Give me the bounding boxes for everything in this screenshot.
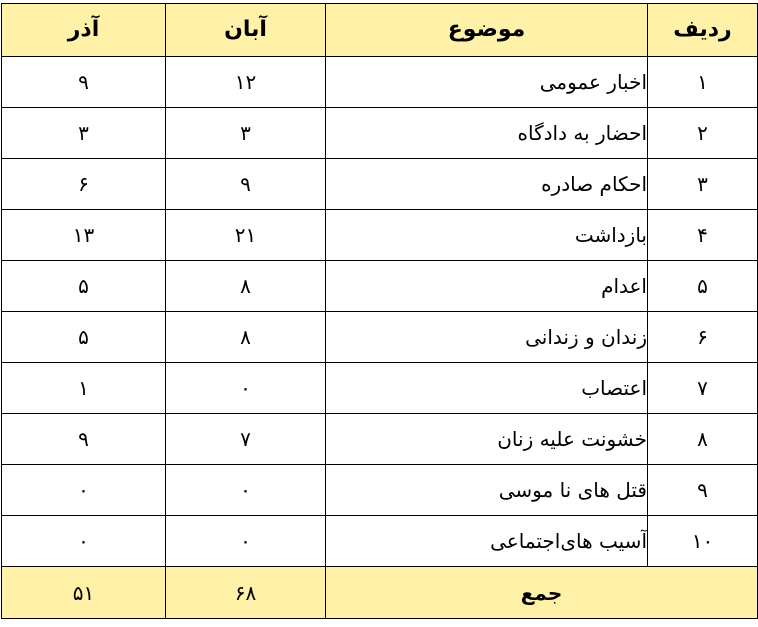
row-topic: اعدام (326, 261, 648, 312)
row-aban-value: ۷ (166, 414, 326, 465)
row-number: ۱ (648, 57, 758, 108)
table-row (2, 363, 758, 414)
header-azar: آذر (2, 4, 166, 57)
total-azar-value: ۵۱ (2, 567, 166, 619)
row-topic: بازداشت (326, 210, 648, 261)
row-aban-value: ۱۲ (166, 57, 326, 108)
total-aban-value: ۶۸ (166, 567, 326, 619)
row-azar-value: ۱۳ (2, 210, 166, 261)
row-azar-value: ۵ (2, 312, 166, 363)
row-topic: خشونت علیه زنان (326, 414, 648, 465)
row-number: ۷ (648, 363, 758, 414)
total-row (2, 567, 758, 619)
row-azar-value: ۵ (2, 261, 166, 312)
row-aban-value: ۸ (166, 261, 326, 312)
header-aban: آبان (166, 4, 326, 57)
row-azar-value: ۹ (2, 414, 166, 465)
row-number: ۶ (648, 312, 758, 363)
row-number: ۸ (648, 414, 758, 465)
header-topic: موضوع (326, 4, 648, 57)
row-azar-value: ۰ (2, 516, 166, 567)
row-number: ۵ (648, 261, 758, 312)
total-label: جمع (326, 567, 758, 619)
row-aban-value: ۲۱ (166, 210, 326, 261)
table-row (2, 261, 758, 312)
table-row (2, 108, 758, 159)
row-azar-value: ۰ (2, 465, 166, 516)
row-number: ۴ (648, 210, 758, 261)
row-aban-value: ۰ (166, 363, 326, 414)
row-topic: اعتصاب (326, 363, 648, 414)
statistics-table (1, 3, 758, 619)
row-number: ۱۰ (648, 516, 758, 567)
row-topic: قتل های نا موسی (326, 465, 648, 516)
row-topic: احضار به دادگاه (326, 108, 648, 159)
header-radif: ردیف (648, 4, 758, 57)
row-topic: احکام صادره (326, 159, 648, 210)
row-azar-value: ۶ (2, 159, 166, 210)
row-aban-value: ۰ (166, 465, 326, 516)
row-aban-value: ۰ (166, 516, 326, 567)
row-azar-value: ۹ (2, 57, 166, 108)
row-aban-value: ۳ (166, 108, 326, 159)
table-row (2, 57, 758, 108)
row-topic: اخبار عمومی (326, 57, 648, 108)
row-azar-value: ۳ (2, 108, 166, 159)
row-number: ۹ (648, 465, 758, 516)
table-row (2, 414, 758, 465)
header-row (2, 4, 758, 57)
row-aban-value: ۹ (166, 159, 326, 210)
table-row (2, 210, 758, 261)
row-number: ۲ (648, 108, 758, 159)
row-azar-value: ۱ (2, 363, 166, 414)
table-row (2, 465, 758, 516)
row-aban-value: ۸ (166, 312, 326, 363)
table-row (2, 516, 758, 567)
table-row (2, 159, 758, 210)
row-topic: زندان و زندانی (326, 312, 648, 363)
table-row (2, 312, 758, 363)
row-topic: آسیب های‌اجتماعی (326, 516, 648, 567)
row-number: ۳ (648, 159, 758, 210)
